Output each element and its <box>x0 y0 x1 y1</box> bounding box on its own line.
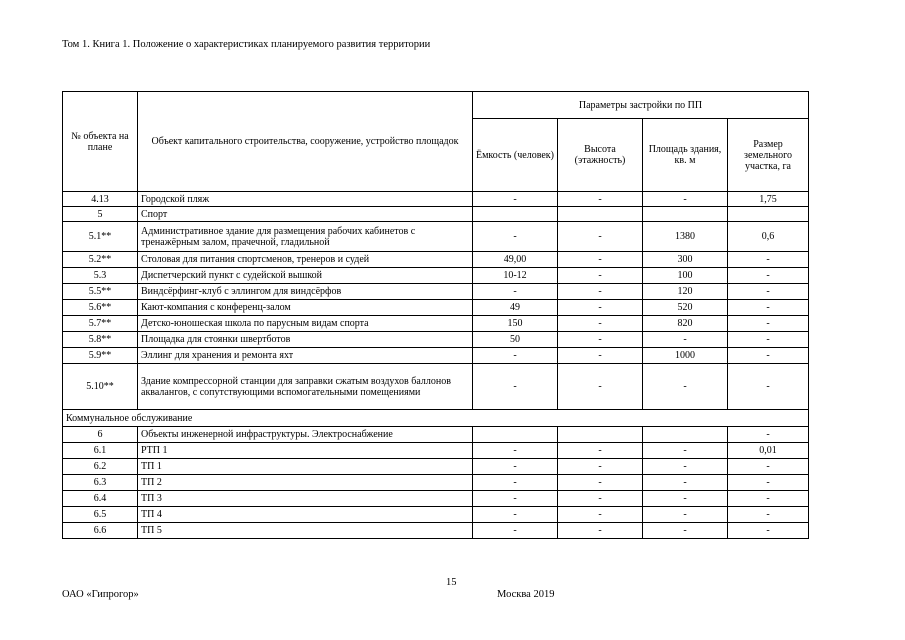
table-row <box>63 252 809 268</box>
cell-area: - <box>643 507 728 523</box>
cell-number: 6 <box>63 427 138 443</box>
table-row <box>63 507 809 523</box>
cell-object-name: Спорт <box>138 207 473 222</box>
cell-land: - <box>728 475 809 491</box>
cell-land: - <box>728 316 809 332</box>
cell-land: - <box>728 507 809 523</box>
table-row <box>63 459 809 475</box>
parameters-table <box>62 91 809 539</box>
cell-land: - <box>728 332 809 348</box>
cell-area <box>643 207 728 222</box>
cell-object-name: Эллинг для хранения и ремонта яхт <box>138 348 473 364</box>
cell-height: - <box>558 364 643 410</box>
cell-height: - <box>558 332 643 348</box>
cell-object-name: Площадка для стоянки швертботов <box>138 332 473 348</box>
cell-capacity: - <box>473 192 558 207</box>
table-row <box>63 222 809 252</box>
cell-area <box>643 427 728 443</box>
cell-capacity: - <box>473 443 558 459</box>
table-row <box>63 364 809 410</box>
cell-height: - <box>558 300 643 316</box>
cell-area: - <box>643 443 728 459</box>
cell-land: - <box>728 252 809 268</box>
cell-capacity: - <box>473 284 558 300</box>
cell-area: 1380 <box>643 222 728 252</box>
header-area: Площадь здания, кв. м <box>643 119 728 192</box>
cell-height: - <box>558 192 643 207</box>
footer-company: ОАО «Гипрогор» <box>62 589 139 600</box>
cell-land: - <box>728 300 809 316</box>
section-heading: Коммунальное обслуживание <box>63 410 809 427</box>
cell-height: - <box>558 459 643 475</box>
cell-area: 520 <box>643 300 728 316</box>
cell-area: - <box>643 364 728 410</box>
header-capacity: Ёмкость (человек) <box>473 119 558 192</box>
table-row <box>63 523 809 539</box>
cell-area: - <box>643 523 728 539</box>
cell-area: 120 <box>643 284 728 300</box>
cell-area: 300 <box>643 252 728 268</box>
footer-city-year: Москва 2019 <box>497 589 555 600</box>
cell-object-name: Детско-юношеская школа по парусным видам спорта <box>138 316 473 332</box>
cell-number: 5.10** <box>63 364 138 410</box>
cell-capacity: - <box>473 475 558 491</box>
cell-area: - <box>643 332 728 348</box>
cell-number: 6.3 <box>63 475 138 491</box>
cell-object-name: Кают-компания с конференц-залом <box>138 300 473 316</box>
cell-area: - <box>643 475 728 491</box>
table-row <box>63 475 809 491</box>
cell-height: - <box>558 348 643 364</box>
cell-number: 5.6** <box>63 300 138 316</box>
cell-object-name: ТП 5 <box>138 523 473 539</box>
cell-object-name: Городской пляж <box>138 192 473 207</box>
cell-height <box>558 427 643 443</box>
cell-land: - <box>728 268 809 284</box>
cell-number: 5.7** <box>63 316 138 332</box>
cell-object-name: Диспетчерский пункт с судейской вышкой <box>138 268 473 284</box>
cell-object-name: ТП 2 <box>138 475 473 491</box>
table-row <box>63 427 809 443</box>
cell-object-name: Здание компрессорной станции для заправки сжатым воздухов баллонов аквалангов, с сопутствующими вспомогательными помещениями <box>138 364 473 410</box>
header-height: Высота (этажность) <box>558 119 643 192</box>
table-row <box>63 348 809 364</box>
table-row <box>63 443 809 459</box>
cell-capacity: - <box>473 459 558 475</box>
cell-capacity: 49,00 <box>473 252 558 268</box>
cell-land: - <box>728 459 809 475</box>
cell-area: 100 <box>643 268 728 284</box>
cell-land: - <box>728 491 809 507</box>
table-row <box>63 491 809 507</box>
cell-capacity: 150 <box>473 316 558 332</box>
cell-object-name: РТП 1 <box>138 443 473 459</box>
cell-number: 5.2** <box>63 252 138 268</box>
cell-capacity: - <box>473 507 558 523</box>
cell-land <box>728 207 809 222</box>
cell-capacity: - <box>473 523 558 539</box>
table-row <box>63 332 809 348</box>
cell-land: - <box>728 284 809 300</box>
cell-area: 1000 <box>643 348 728 364</box>
cell-capacity: - <box>473 222 558 252</box>
cell-land: - <box>728 364 809 410</box>
cell-height: - <box>558 491 643 507</box>
cell-area: - <box>643 192 728 207</box>
cell-capacity: - <box>473 348 558 364</box>
cell-land: 1,75 <box>728 192 809 207</box>
cell-number: 5.8** <box>63 332 138 348</box>
table-row <box>63 192 809 207</box>
cell-object-name: ТП 3 <box>138 491 473 507</box>
cell-object-name: Столовая для питания спортсменов, тренеров и судей <box>138 252 473 268</box>
cell-number: 5.3 <box>63 268 138 284</box>
page-number: 15 <box>446 577 457 588</box>
cell-capacity <box>473 207 558 222</box>
header-object: Объект капитального строительства, сооружение, устройство площадок <box>138 92 473 192</box>
table-row <box>63 316 809 332</box>
cell-height: - <box>558 507 643 523</box>
cell-height <box>558 207 643 222</box>
table-row <box>63 300 809 316</box>
cell-number: 6.4 <box>63 491 138 507</box>
cell-land: - <box>728 348 809 364</box>
header-land: Размер земельного участка, га <box>728 119 809 192</box>
cell-number: 6.1 <box>63 443 138 459</box>
cell-capacity: 10-12 <box>473 268 558 284</box>
cell-capacity: - <box>473 364 558 410</box>
cell-height: - <box>558 316 643 332</box>
cell-height: - <box>558 268 643 284</box>
cell-object-name: Виндсёрфинг-клуб с эллингом для виндсёрфов <box>138 284 473 300</box>
cell-height: - <box>558 252 643 268</box>
cell-height: - <box>558 284 643 300</box>
cell-area: - <box>643 459 728 475</box>
cell-number: 5.9** <box>63 348 138 364</box>
cell-area: - <box>643 491 728 507</box>
cell-height: - <box>558 475 643 491</box>
cell-height: - <box>558 523 643 539</box>
table-body <box>63 192 809 539</box>
cell-number: 6.6 <box>63 523 138 539</box>
cell-object-name: Административное здание для размещения рабочих кабинетов с тренажёрным залом, прачечной, гладильной <box>138 222 473 252</box>
cell-height: - <box>558 443 643 459</box>
cell-number: 5.1** <box>63 222 138 252</box>
cell-object-name: ТП 1 <box>138 459 473 475</box>
cell-object-name: ТП 4 <box>138 507 473 523</box>
document-header: Том 1. Книга 1. Положение о характеристиках планируемого развития территории <box>62 39 431 50</box>
header-number: № объекта на плане <box>63 92 138 192</box>
cell-object-name: Объекты инженерной инфраструктуры. Электроснабжение <box>138 427 473 443</box>
cell-land: - <box>728 523 809 539</box>
table-row <box>63 268 809 284</box>
cell-land: 0,6 <box>728 222 809 252</box>
table-row <box>63 207 809 222</box>
cell-land: - <box>728 427 809 443</box>
cell-number: 5.5** <box>63 284 138 300</box>
cell-number: 6.2 <box>63 459 138 475</box>
cell-capacity <box>473 427 558 443</box>
cell-capacity: 50 <box>473 332 558 348</box>
cell-land: 0,01 <box>728 443 809 459</box>
table-row <box>63 284 809 300</box>
cell-area: 820 <box>643 316 728 332</box>
cell-height: - <box>558 222 643 252</box>
cell-number: 4.13 <box>63 192 138 207</box>
cell-capacity: - <box>473 491 558 507</box>
cell-number: 6.5 <box>63 507 138 523</box>
cell-number: 5 <box>63 207 138 222</box>
table-row <box>63 410 809 427</box>
header-group: Параметры застройки по ПП <box>473 92 809 119</box>
cell-capacity: 49 <box>473 300 558 316</box>
